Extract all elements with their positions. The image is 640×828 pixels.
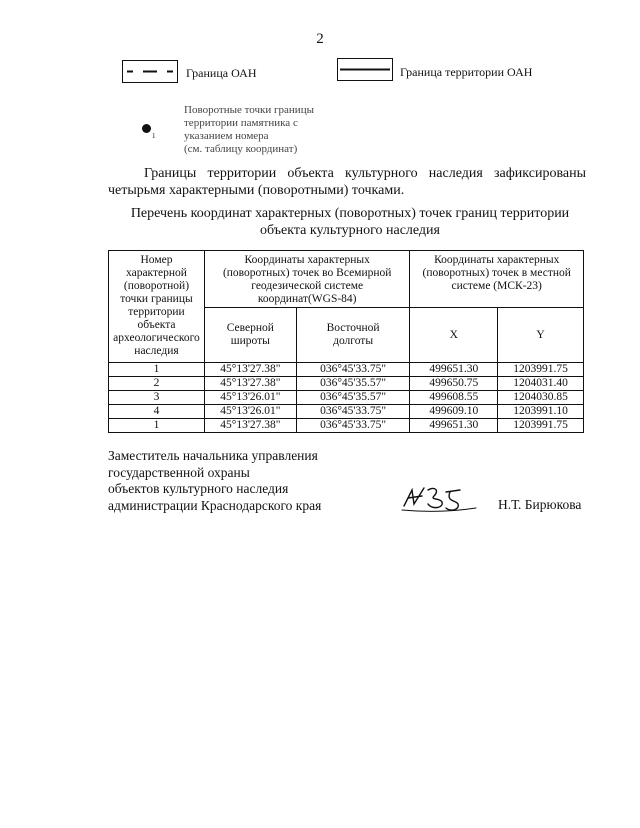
cell-point: 1 [109, 363, 205, 377]
cell-lat: 45°13'27.38" [204, 377, 296, 391]
cell-lat: 45°13'26.01" [204, 405, 296, 419]
table-row [109, 377, 584, 391]
cell-y: 1203991.10 [498, 405, 584, 419]
table-title-line-1: Перечень координат характерных (поворотных) точек границ территории [130, 206, 570, 221]
turning-point-line: указанием номера [184, 130, 269, 142]
cell-lon: 036°45'33.75" [296, 363, 410, 377]
header-east-longitude: Восточной долготы [296, 308, 410, 363]
table-row [109, 419, 584, 433]
boundary-paragraph [108, 165, 586, 199]
cell-point: 2 [109, 377, 205, 391]
header-y: Y [498, 308, 584, 363]
solid-line-icon [338, 59, 392, 80]
legend-territory-boundary-symbol [337, 58, 393, 81]
paragraph-line-1: Границы территории объекта культурного наследия зафиксированы [144, 166, 586, 181]
cell-lon: 036°45'35.57" [296, 391, 410, 405]
turning-point-marker-number: 1 [152, 132, 156, 140]
paragraph-line-2: четырьмя характерными (поворотными) точками. [108, 183, 405, 198]
cell-lon: 036°45'35.57" [296, 377, 410, 391]
table-row [109, 405, 584, 419]
legend-territory-boundary-label: Граница территории ОАН [400, 65, 533, 79]
legend-oan-boundary-label: Граница ОАН [186, 66, 257, 80]
cell-lat: 45°13'27.38" [204, 419, 296, 433]
table-row [109, 363, 584, 377]
header-wgs84-group: Координаты характерных (поворотных) точек во Всемирной геодезической системе координат(WGS-84) [204, 251, 409, 308]
dash-line-icon [123, 61, 177, 82]
cell-point: 4 [109, 405, 205, 419]
cell-x: 499650.75 [410, 377, 498, 391]
cell-lat: 45°13'27.38" [204, 363, 296, 377]
cell-lon: 036°45'33.75" [296, 405, 410, 419]
cell-x: 499651.30 [410, 419, 498, 433]
cell-lat: 45°13'26.01" [204, 391, 296, 405]
signatory-title-line: Заместитель начальника управления [108, 448, 318, 463]
handwritten-signature [400, 482, 480, 516]
cell-x: 499609.10 [410, 405, 498, 419]
signatory-title-line: администрации Краснодарского края [108, 497, 322, 513]
table-title-line-2: объекта культурного наследия [260, 223, 440, 238]
page-number: 2 [316, 31, 324, 47]
cell-point: 1 [109, 419, 205, 433]
cell-y: 1204031.40 [498, 377, 584, 391]
turning-point-description [184, 104, 314, 156]
header-x: X [410, 308, 498, 363]
turning-point-line: Поворотные точки границы [184, 104, 314, 116]
coordinates-table [108, 250, 584, 433]
turning-point-marker-icon [142, 124, 151, 133]
cell-x: 499608.55 [410, 391, 498, 405]
table-title [100, 205, 600, 239]
legend-oan-boundary-symbol [122, 60, 178, 83]
table-row [109, 391, 584, 405]
cell-lon: 036°45'33.75" [296, 419, 410, 433]
turning-point-line: (см. таблицу координат) [184, 143, 298, 155]
cell-y: 1203991.75 [498, 419, 584, 433]
cell-point: 3 [109, 391, 205, 405]
cell-y: 1204030.85 [498, 391, 584, 405]
header-point-number: Номер характерной (поворотной) точки границы территории объекта археологического наследия [109, 251, 205, 363]
turning-point-line: территории памятника с [184, 117, 298, 129]
signatory-name: Н.Т. Бирюкова [498, 497, 582, 512]
table-header-row [109, 251, 584, 308]
header-north-latitude: Северной широты [204, 308, 296, 363]
cell-x: 499651.30 [410, 363, 498, 377]
header-msk23-group: Координаты характерных (поворотных) точек в местной системе (МСК-23) [410, 251, 584, 308]
signatory-title-line: государственной охраны [108, 464, 250, 480]
signatory-title-line: объектов культурного наследия [108, 481, 289, 496]
cell-y: 1203991.75 [498, 363, 584, 377]
signatory-title [108, 448, 321, 514]
